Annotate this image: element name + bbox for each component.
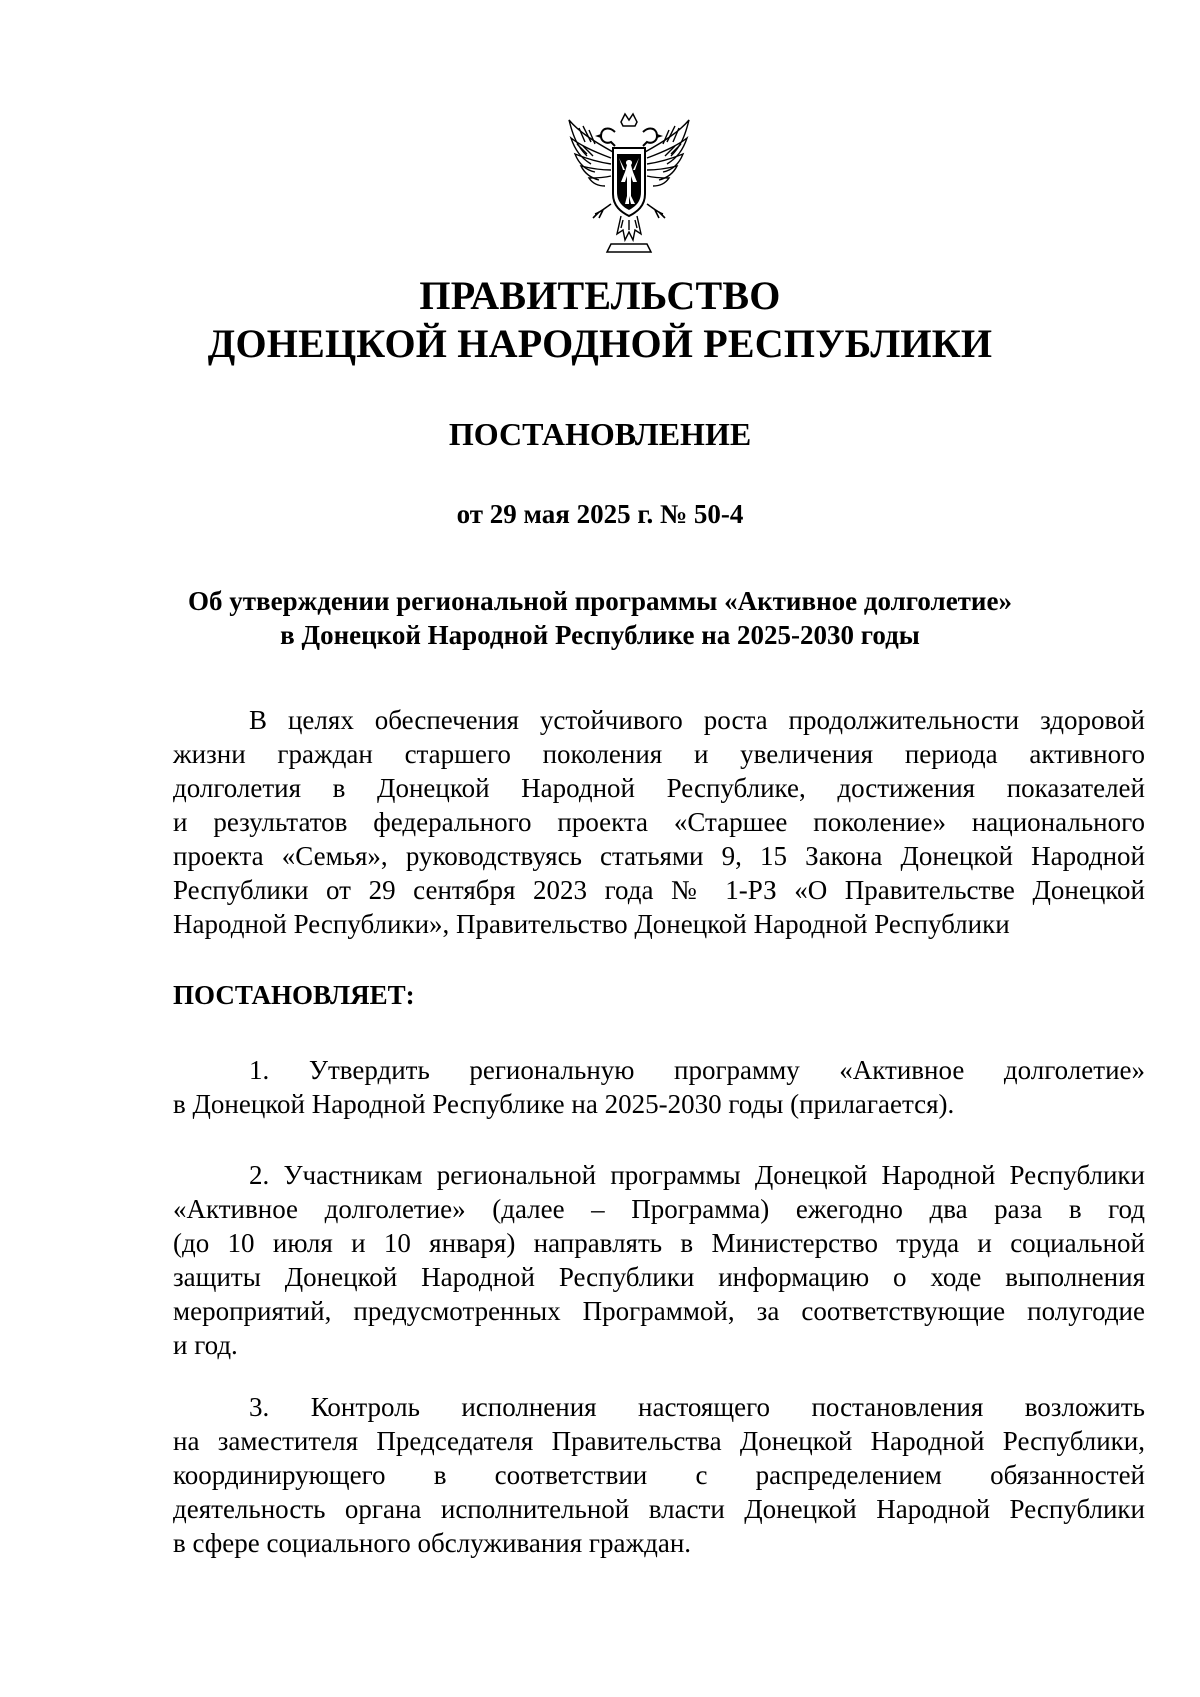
government-title-line-2: ДОНЕЦКОЙ НАРОДНОЙ РЕСПУБЛИКИ bbox=[207, 321, 993, 366]
item-line: деятельность органа исполнительной власти Донецкой Народной Республики bbox=[173, 1494, 1145, 1524]
item-line: 2. Участникам региональной программы Донецкой Народной Республики bbox=[249, 1160, 1145, 1190]
preamble-paragraph bbox=[173, 703, 1145, 941]
item-line: в сфере социального обслуживания граждан. bbox=[173, 1528, 692, 1558]
item-line: координирующего в соответствии с распределением обязанностей bbox=[173, 1460, 1145, 1490]
preamble-line: проекта «Семья», руководствуясь статьями 9, 15 Закона Донецкой Народной bbox=[173, 841, 1145, 871]
preamble-line: и результатов федерального проекта «Старшее поколение» национального bbox=[173, 807, 1145, 837]
item-line: на заместителя Председателя Правительства Донецкой Народной Республики, bbox=[173, 1426, 1145, 1456]
preamble-line: жизни граждан старшего поколения и увеличения периода активного bbox=[173, 739, 1145, 769]
document-date-number: от 29 мая 2025 г. № 50-4 bbox=[456, 499, 744, 529]
preamble-line: Республики от 29 сентября 2023 года № 1-РЗ «О Правительстве Донецкой bbox=[173, 875, 1145, 905]
decree-heading: ПОСТАНОВЛЯЕТ: bbox=[173, 980, 415, 1010]
item-line: (до 10 июля и 10 января) направлять в Министерство труда и социальной bbox=[173, 1228, 1145, 1258]
decree-item-2 bbox=[173, 1158, 1145, 1362]
document-type: ПОСТАНОВЛЕНИЕ bbox=[448, 416, 752, 452]
item-line: мероприятий, предусмотренных Программой, за соответствующие полугодие bbox=[173, 1296, 1145, 1326]
document-subject bbox=[150, 584, 1050, 652]
item-line: защиты Донецкой Народной Республики информацию о ходе выполнения bbox=[173, 1262, 1145, 1292]
item-line: 1. Утвердить региональную программу «Активное долголетие» bbox=[249, 1055, 1145, 1085]
item-line: 3. Контроль исполнения настоящего постановления возложить bbox=[249, 1392, 1145, 1422]
subject-line-2: в Донецкой Народной Республике на 2025-2030 годы bbox=[280, 620, 920, 650]
coat-of-arms-emblem bbox=[565, 112, 693, 258]
government-title-line-1: ПРАВИТЕЛЬСТВО bbox=[419, 273, 781, 318]
government-title bbox=[0, 272, 1200, 368]
preamble-line: В целях обеспечения устойчивого роста продолжительности здоровой bbox=[249, 705, 1145, 735]
item-line: «Активное долголетие» (далее – Программа) ежегодно два раза в год bbox=[173, 1194, 1145, 1224]
decree-item-3 bbox=[173, 1390, 1145, 1560]
decree-item-1 bbox=[173, 1053, 1145, 1121]
preamble-line: Народной Республики», Правительство Донецкой Народной Республики bbox=[173, 909, 1010, 939]
subject-line-1: Об утверждении региональной программы «Активное долголетие» bbox=[188, 586, 1012, 616]
item-line: и год. bbox=[173, 1330, 238, 1360]
preamble-line: долголетия в Донецкой Народной Республике, достижения показателей bbox=[173, 773, 1145, 803]
item-line: в Донецкой Народной Республике на 2025-2030 годы (прилагается). bbox=[173, 1089, 955, 1119]
eagle-emblem-icon bbox=[565, 112, 693, 258]
